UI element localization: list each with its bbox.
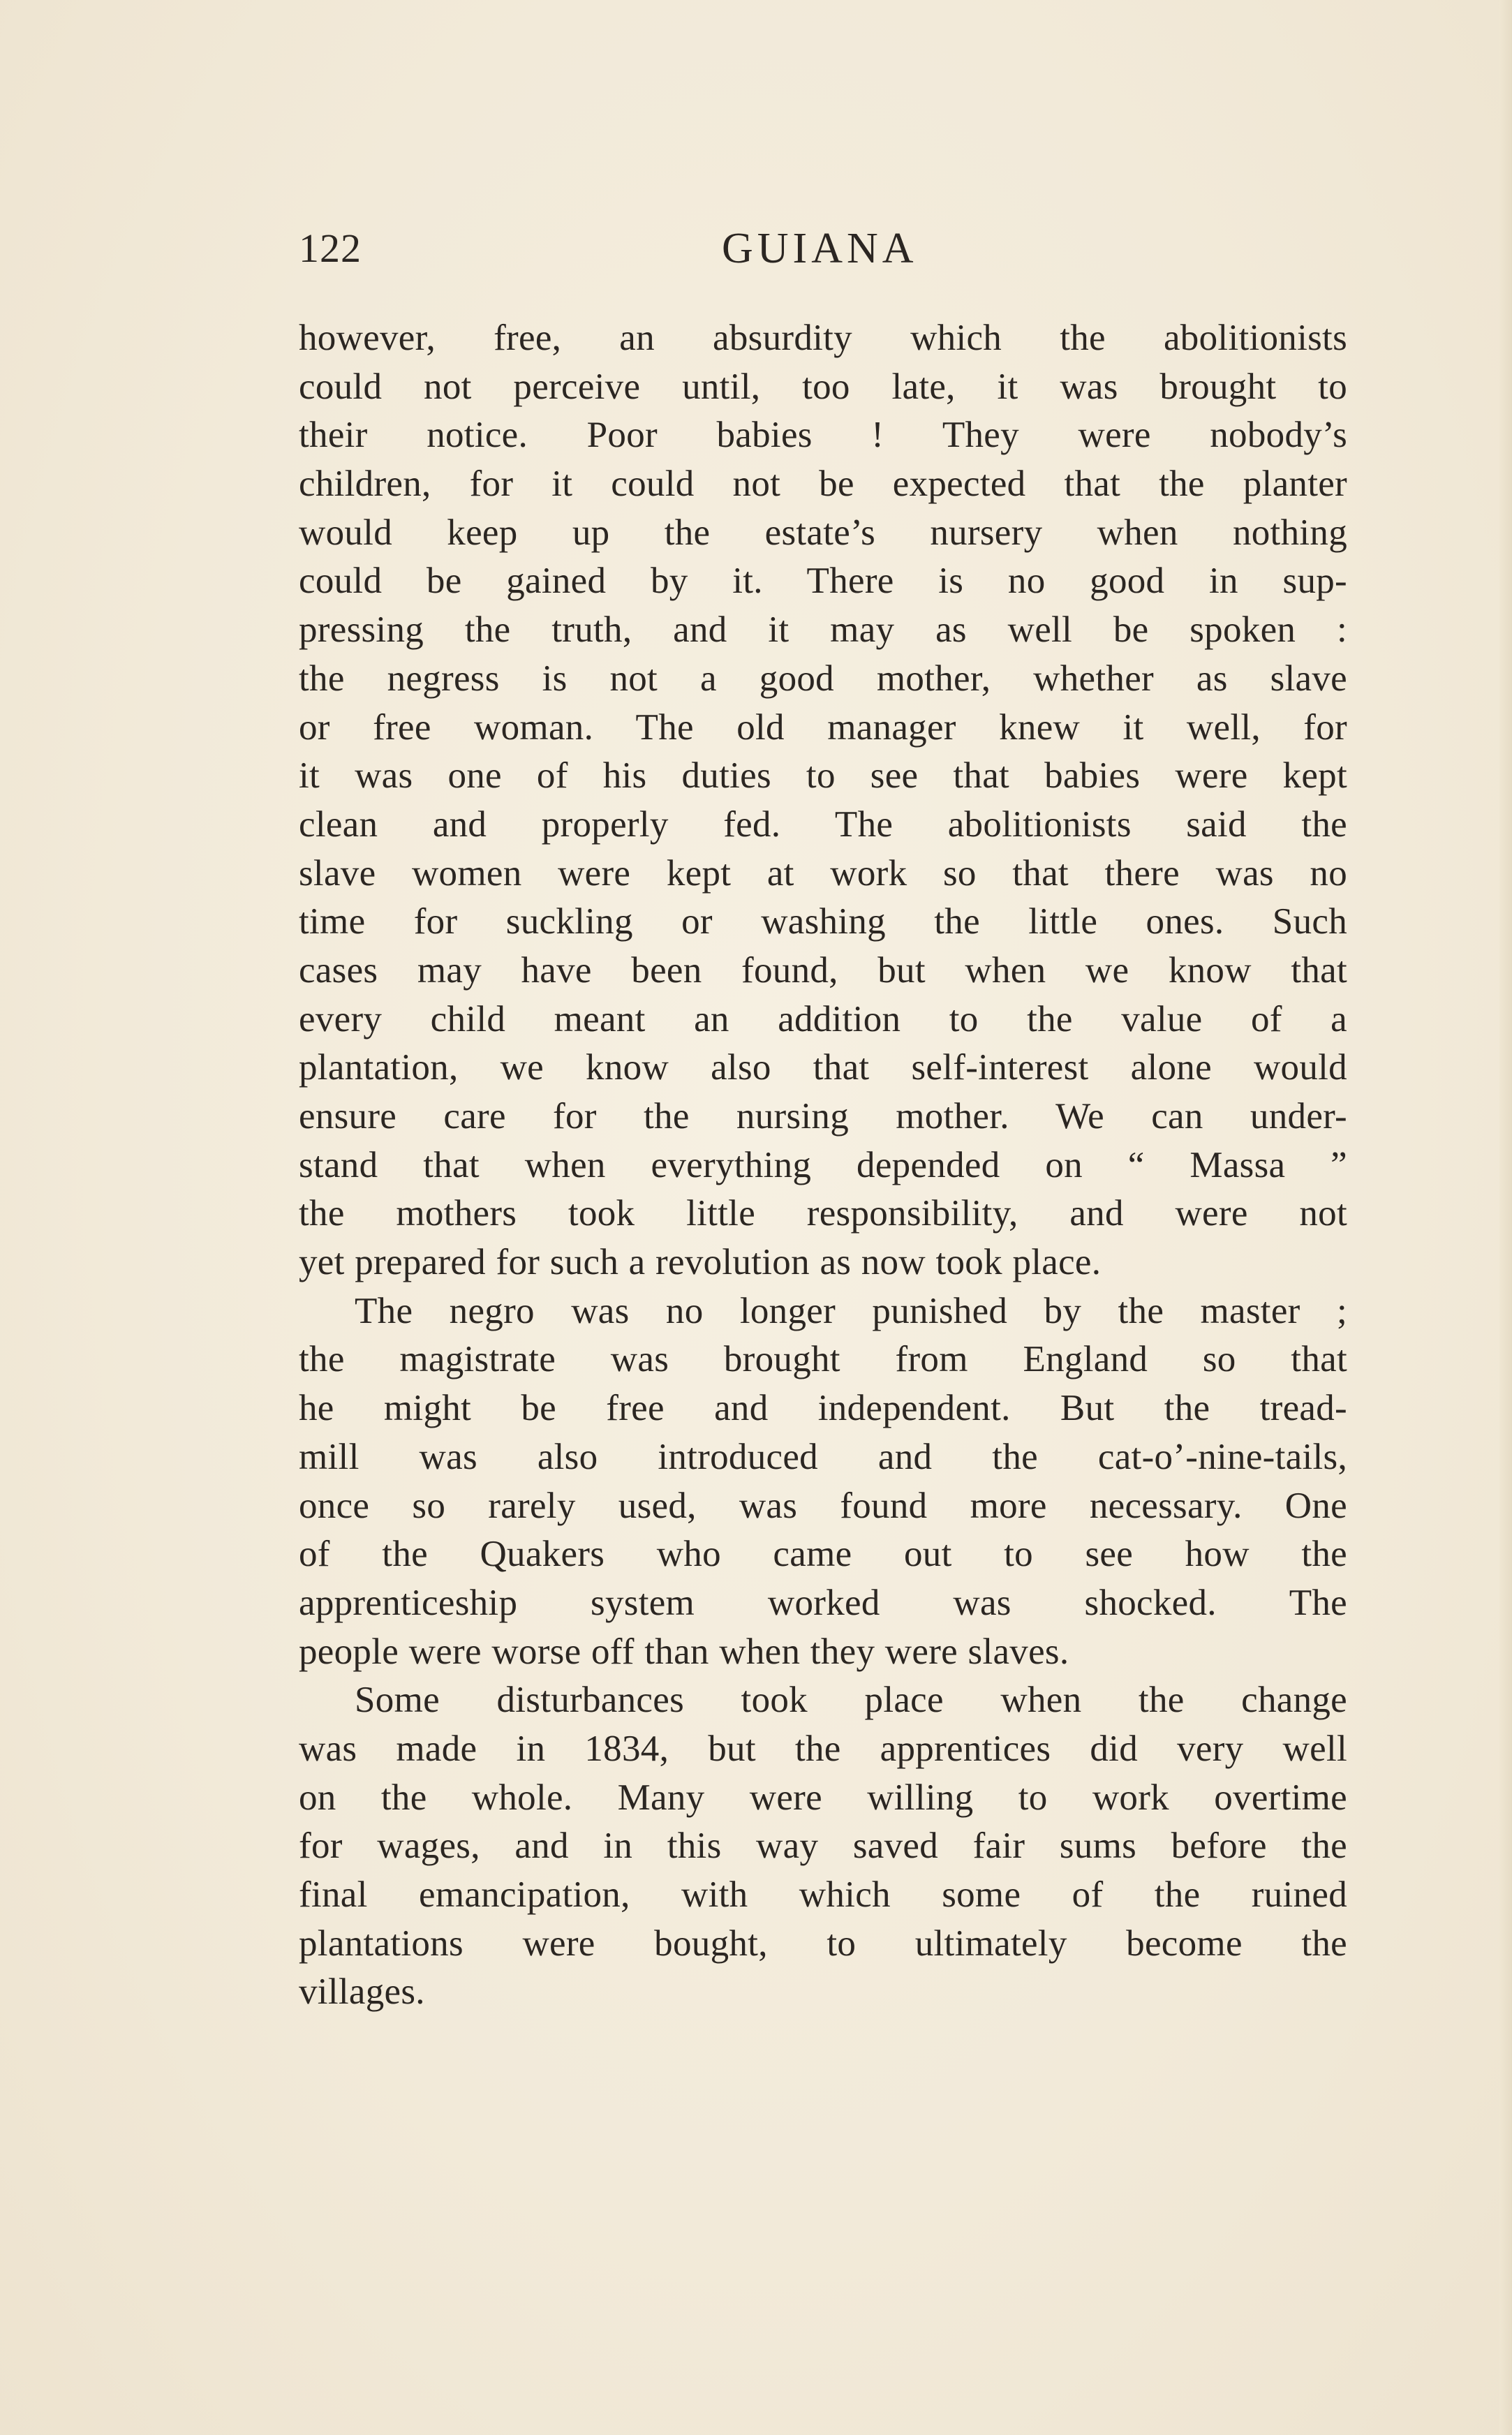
text-line: clean and properly fed. The abolitionists said the: [299, 804, 1347, 845]
text-line: or free woman. The old manager knew it well, for: [299, 706, 1347, 748]
text-line: on the whole. Many were willing to work overtime: [299, 1777, 1347, 1818]
text-line: once so rarely used, was found more necessary. One: [299, 1485, 1347, 1526]
body-text: [299, 314, 1347, 2017]
text-line: people were worse off than when they were slaves.: [299, 1631, 1069, 1672]
running-title: GUIANA: [722, 225, 918, 272]
text-line: it was one of his duties to see that babies were kept: [299, 755, 1347, 797]
page-edge: [1499, 0, 1512, 2435]
text-line: plantation, we know also that self-interest alone would: [299, 1047, 1347, 1088]
text-line: of the Quakers who came out to see how the: [299, 1534, 1347, 1575]
text-line: villages.: [299, 1971, 425, 2013]
text-line: pressing the truth, and it may as well be spoken :: [299, 609, 1347, 651]
text-line: every child meant an addition to the value of a: [299, 998, 1347, 1039]
text-line: was made in 1834, but the apprentices did very well: [299, 1728, 1347, 1769]
text-line: cases may have been found, but when we know that: [299, 949, 1347, 991]
text-line: could be gained by it. There is no good in sup-: [299, 561, 1347, 602]
page-header: [299, 221, 1346, 276]
text-line: he might be free and independent. But the tread-: [299, 1388, 1347, 1429]
text-line: the negress is not a good mother, whether as slave: [299, 658, 1347, 699]
text-line: final emancipation, with which some of the ruined: [299, 1874, 1347, 1915]
text-line: ensure care for the nursing mother. We can under-: [299, 1096, 1347, 1137]
text-line: their notice. Poor babies ! They were nobody’s: [299, 415, 1347, 456]
text-line: plantations were bought, to ultimately become the: [299, 1923, 1347, 1964]
text-line: yet prepared for such a revolution as now took place.: [299, 1242, 1102, 1283]
text-line: for wages, and in this way saved fair sums before the: [299, 1826, 1347, 1867]
text-line: mill was also introduced and the cat-o’-nine-tails,: [299, 1436, 1347, 1477]
text-line: The negro was no longer punished by the master ;: [355, 1290, 1347, 1331]
paragraph: [299, 1287, 1347, 1677]
text-line: could not perceive until, too late, it was brought to: [299, 366, 1347, 407]
page-number: 122: [299, 225, 362, 271]
text-line: stand that when everything depended on “ Massa ”: [299, 1144, 1347, 1185]
text-line: the mothers took little responsibility, and were not: [299, 1193, 1347, 1234]
paragraph: [299, 1676, 1347, 2017]
text-line: slave women were kept at work so that there was no: [299, 852, 1347, 894]
text-line: children, for it could not be expected that the planter: [299, 464, 1347, 505]
text-line: Some disturbances took place when the change: [355, 1680, 1347, 1721]
paragraph: [299, 314, 1347, 1287]
text-line: the magistrate was brought from England so that: [299, 1339, 1347, 1380]
text-line: apprenticeship system worked was shocked. The: [299, 1582, 1347, 1623]
text-line: would keep up the estate’s nursery when nothing: [299, 512, 1347, 553]
text-line: time for suckling or washing the little ones. Such: [299, 901, 1347, 942]
text-line: however, free, an absurdity which the abolitionists: [299, 318, 1347, 358]
